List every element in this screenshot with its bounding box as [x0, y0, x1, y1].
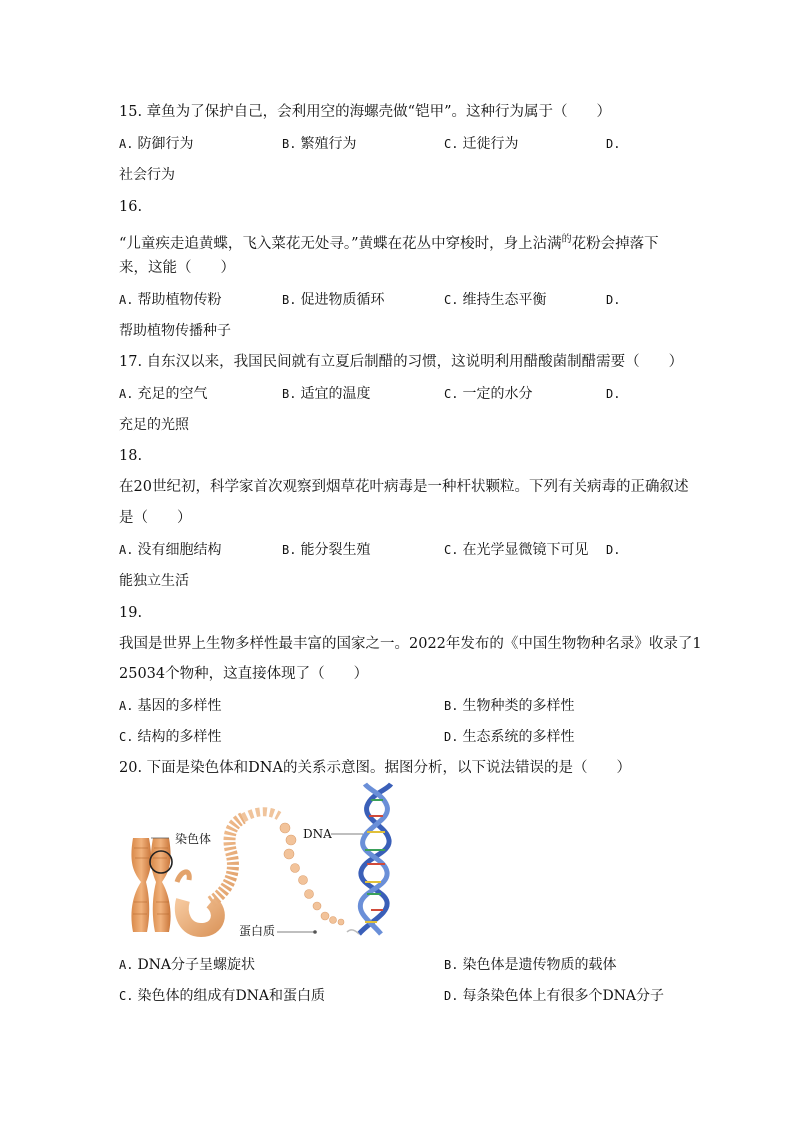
option-letter: B. [282, 137, 297, 151]
option-text: 一定的水分 [462, 386, 533, 402]
q18-option-d-text[interactable] [119, 571, 189, 591]
dna-double-helix [347, 784, 391, 934]
option-text: 生物种类的多样性 [462, 698, 575, 714]
option-letter: C. [444, 293, 459, 307]
q17-option-c[interactable] [444, 384, 532, 404]
q20-option-a[interactable] [119, 955, 255, 975]
option-text: 帮助植物传粉 [137, 292, 222, 308]
q17-option-d-letter[interactable] [606, 384, 624, 404]
chromosome-dna-diagram [119, 782, 419, 942]
q18-option-c[interactable] [444, 540, 588, 560]
q16-option-a[interactable] [119, 290, 221, 310]
option-letter: B. [444, 699, 459, 713]
option-text: 染色体是遗传物质的载体 [462, 957, 617, 973]
q16-option-c[interactable] [444, 290, 546, 310]
option-letter: D. [606, 543, 621, 557]
option-text: 基因的多样性 [137, 698, 222, 714]
option-letter: C. [119, 730, 134, 744]
option-letter: B. [282, 543, 297, 557]
q18-option-a[interactable] [119, 540, 221, 560]
label-chromosome: 染色体 [175, 832, 212, 846]
q20-stem: 20. 下面是染色体和DNA的关系示意图。据图分析，以下说法错误的是（ ） [119, 760, 631, 776]
q19-number: 19. [119, 605, 143, 621]
option-letter: D. [444, 730, 459, 744]
q15-stem: 15. 章鱼为了保护自己，会利用空的海螺壳做“铠甲”。这种行为属于（ ） [119, 104, 611, 120]
q19-option-a[interactable] [119, 696, 221, 716]
q19-option-b[interactable] [444, 696, 574, 716]
q20-option-d[interactable] [444, 986, 664, 1006]
option-text: 维持生态平衡 [462, 292, 547, 308]
q17-option-b[interactable] [282, 384, 370, 404]
option-letter: A. [119, 137, 134, 151]
option-letter: D. [606, 137, 621, 151]
option-letter: B. [282, 387, 297, 401]
stem-text: “儿童疾走追黄蝶，飞入菜花无处寻。”黄蝶在花丛中穿梭时，身上沾满 [119, 236, 562, 252]
q15-option-b[interactable] [282, 134, 356, 154]
option-letter: D. [606, 387, 621, 401]
q20-option-b[interactable] [444, 955, 616, 975]
q18-option-b[interactable] [282, 540, 370, 560]
q20-option-c[interactable] [119, 986, 325, 1006]
q19-stem-line2: 25034个物种，这直接体现了（ ） [119, 666, 369, 682]
stem-text: 花粉会掉落下 [571, 236, 659, 252]
q15-option-c[interactable] [444, 134, 518, 154]
option-text: 能独立生活 [119, 573, 189, 589]
chromosome-dna-illustration [119, 782, 419, 942]
q16-option-b[interactable] [282, 290, 384, 310]
label-protein: 蛋白质 [239, 924, 276, 938]
q19-option-c[interactable] [119, 727, 221, 747]
q16-option-d-text[interactable] [119, 321, 231, 341]
option-letter: A. [119, 699, 134, 713]
q17-option-a[interactable] [119, 384, 207, 404]
option-letter: B. [444, 958, 459, 972]
option-text: 能分裂生殖 [300, 542, 371, 558]
coiled-fiber [177, 812, 279, 930]
option-text: 没有细胞结构 [137, 542, 222, 558]
option-letter: A. [119, 958, 134, 972]
q18-option-d-letter[interactable] [606, 540, 624, 560]
option-text: 繁殖行为 [300, 136, 357, 152]
q15-option-a[interactable] [119, 134, 193, 154]
q15-option-d-letter[interactable] [606, 134, 624, 154]
option-letter: C. [444, 543, 459, 557]
option-text: 每条染色体上有很多个DNA分子 [462, 988, 665, 1004]
option-letter: A. [119, 543, 134, 557]
q18-number: 18. [119, 448, 143, 464]
option-text: 结构的多样性 [137, 729, 222, 745]
option-text: 充足的光照 [119, 417, 189, 433]
option-letter: D. [606, 293, 621, 307]
option-text: 充足的空气 [137, 386, 208, 402]
option-text: 生态系统的多样性 [462, 729, 575, 745]
option-text: DNA分子呈螺旋状 [137, 957, 256, 973]
option-text: 在光学显微镜下可见 [462, 542, 589, 558]
option-letter: C. [444, 387, 459, 401]
q19-option-d[interactable] [444, 727, 574, 747]
q16-stem-line1 [119, 230, 659, 254]
option-letter: A. [119, 387, 134, 401]
option-letter: B. [282, 293, 297, 307]
option-text: 适宜的温度 [300, 386, 371, 402]
option-letter: C. [444, 137, 459, 151]
option-text: 迁徙行为 [462, 136, 519, 152]
q17-stem: 17. 自东汉以来，我国民间就有立夏后制醋的习惯，这说明利用醋酸菌制醋需要（ ） [119, 354, 684, 370]
stem-sup: 的 [561, 234, 572, 245]
q18-stem-line2: 是（ ） [119, 510, 192, 526]
label-dna: DNA [303, 827, 332, 841]
q15-option-d-text[interactable] [119, 165, 175, 185]
q17-option-d-text[interactable] [119, 415, 189, 435]
option-letter: C. [119, 989, 134, 1003]
option-text: 防御行为 [137, 136, 194, 152]
q18-stem-line1: 在20世纪初，科学家首次观察到烟草花叶病毒是一种杆状颗粒。下列有关病毒的正确叙述 [119, 479, 689, 495]
option-letter: D. [444, 989, 459, 1003]
option-text: 社会行为 [119, 167, 175, 183]
option-letter: A. [119, 293, 134, 307]
q19-stem-line1: 我国是世界上生物多样性最丰富的国家之一。2022年发布的《中国生物物种名录》收录了1 [119, 636, 702, 652]
option-text: 染色体的组成有DNA和蛋白质 [137, 988, 326, 1004]
option-text: 帮助植物传播种子 [119, 323, 231, 339]
option-text: 促进物质循环 [300, 292, 385, 308]
q16-stem-line2: 来，这能（ ） [119, 260, 235, 276]
q16-option-d-letter[interactable] [606, 290, 624, 310]
q16-number: 16. [119, 199, 143, 215]
